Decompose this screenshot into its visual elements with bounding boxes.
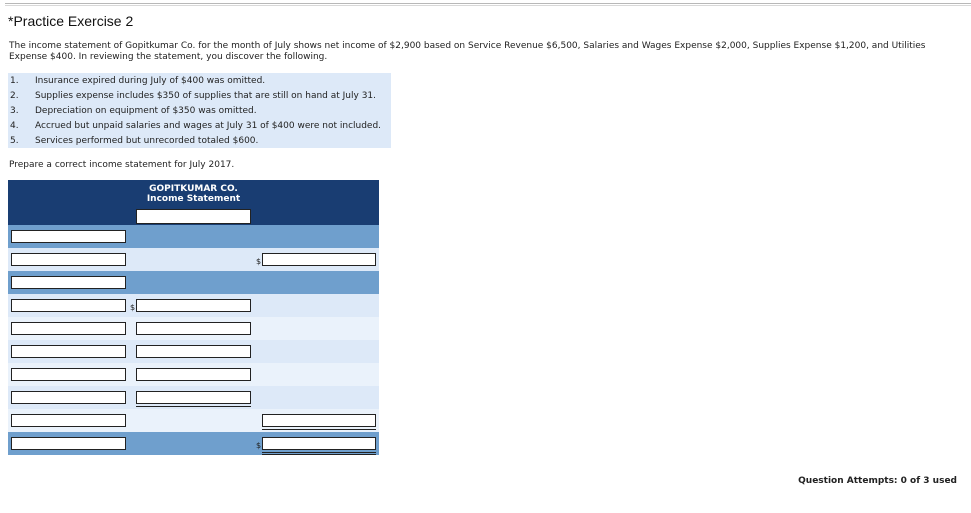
statement-title	[8, 184, 379, 204]
dollar-sign: $	[256, 257, 262, 266]
subtotal-underline	[136, 406, 251, 407]
list-number: 5.	[10, 135, 19, 146]
line-label-input[interactable]	[11, 299, 126, 312]
list-text: Services performed but unrecorded totaled $600.	[35, 135, 259, 146]
list-text: Supplies expense includes $350 of supplies that are still on hand at July 31.	[35, 90, 377, 101]
list-number: 1.	[10, 75, 19, 86]
list-item	[8, 73, 391, 88]
list-text: Depreciation on equipment of $350 was omitted.	[35, 105, 257, 116]
statement-row-2	[8, 248, 379, 271]
statement-heading: Income Statement	[146, 194, 241, 204]
statement-header	[8, 180, 379, 225]
line-label-input[interactable]	[11, 345, 126, 358]
amount-input-col2[interactable]	[136, 345, 251, 358]
income-statement-table	[8, 180, 379, 455]
list-number: 3.	[10, 105, 19, 116]
double-underline-bottom	[262, 454, 376, 455]
amount-input-col2[interactable]	[136, 322, 251, 335]
question-attempts: Question Attempts: 0 of 3 used	[798, 476, 957, 486]
net-income-input[interactable]	[262, 437, 376, 450]
statement-row-9	[8, 409, 379, 432]
amount-input-col3[interactable]	[262, 253, 376, 266]
amount-input-col2[interactable]	[136, 391, 251, 404]
list-text: Accrued but unpaid salaries and wages at July 31 of $400 were not included.	[35, 120, 382, 131]
statement-row-6	[8, 340, 379, 363]
exercise-intro: The income statement of Gopitkumar Co. for the month of July shows net income of $2,900 based on Service Revenue $6,500, Salaries and Wages Expense $2,000, Supplies Expense $1,200, and Utilities Expense $400. In reviewing the statement, you discover the following.	[9, 41, 926, 62]
list-item	[8, 88, 391, 103]
list-item	[8, 133, 391, 148]
line-label-input[interactable]	[11, 253, 126, 266]
company-name: GOPITKUMAR CO.	[149, 184, 238, 194]
statement-row-1	[8, 225, 379, 248]
line-label-input[interactable]	[11, 437, 126, 450]
top-divider	[5, 3, 971, 4]
dollar-sign: $	[130, 303, 136, 312]
list-item	[8, 118, 391, 133]
dollar-sign: $	[256, 441, 262, 450]
double-underline-top	[262, 452, 376, 453]
line-label-input[interactable]	[11, 414, 126, 427]
top-divider-shadow	[5, 5, 971, 6]
statement-row-7	[8, 363, 379, 386]
list-text: Insurance expired during July of $400 was omitted.	[35, 75, 266, 86]
list-number: 4.	[10, 120, 19, 131]
line-label-input[interactable]	[11, 276, 126, 289]
statement-row-5	[8, 317, 379, 340]
statement-date-input[interactable]	[136, 209, 251, 224]
exercise-title: *Practice Exercise 2	[8, 13, 134, 29]
statement-row-8	[8, 386, 379, 409]
line-label-input[interactable]	[11, 368, 126, 381]
line-label-input[interactable]	[11, 322, 126, 335]
amount-input-col2[interactable]	[136, 299, 251, 312]
total-underline	[262, 429, 376, 430]
list-item	[8, 103, 391, 118]
findings-list	[8, 73, 391, 148]
amount-input-col2[interactable]	[136, 368, 251, 381]
statement-row-3	[8, 271, 379, 294]
statement-row-4	[8, 294, 379, 317]
list-number: 2.	[10, 90, 19, 101]
amount-input-col3[interactable]	[262, 414, 376, 427]
line-label-input[interactable]	[11, 230, 126, 243]
line-label-input[interactable]	[11, 391, 126, 404]
statement-row-10	[8, 432, 379, 455]
instruction-text: Prepare a correct income statement for July 2017.	[9, 160, 235, 170]
